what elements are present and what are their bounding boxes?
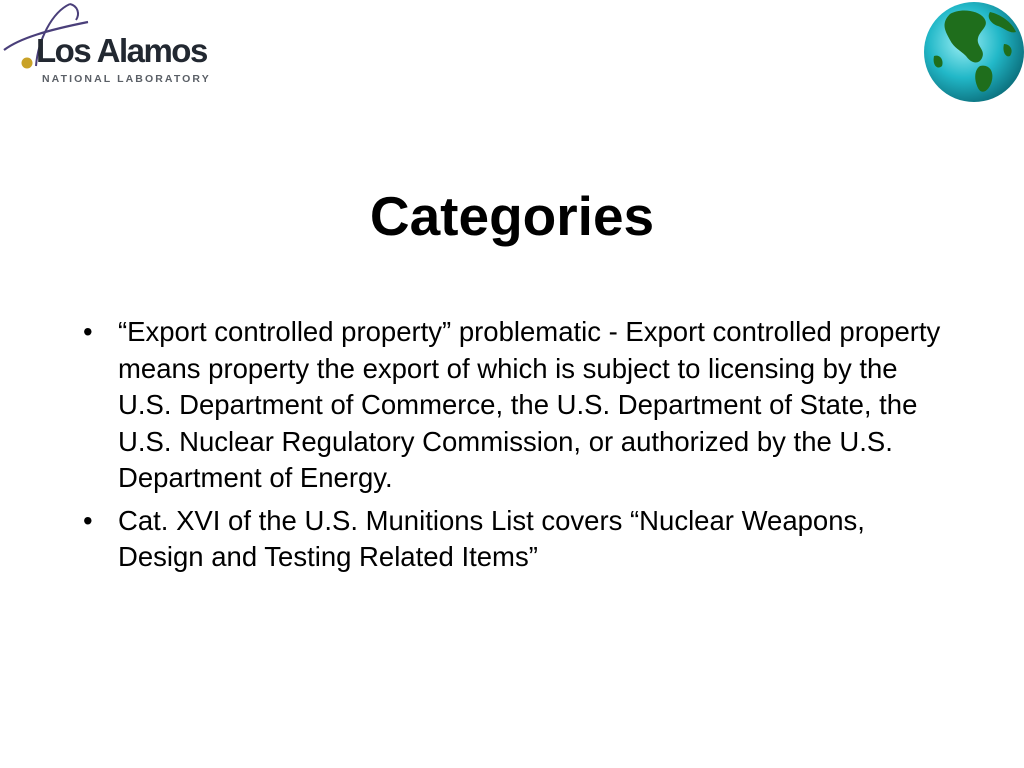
- logo-name: Los Alamos: [36, 32, 207, 69]
- bullet-item: [79, 314, 949, 497]
- bullet-item: [79, 503, 949, 576]
- logo-subtitle: NATIONAL LABORATORY: [42, 73, 211, 85]
- los-alamos-logo: [0, 0, 250, 96]
- bullet-text: “Export controlled property” problematic - Export controlled property means property the export of which is subject to licensing by the U.S. Department of Commerce, the U.S. Department of State, the U.S. Nuclear Regulatory Commission, or authorized by the U.S. Department of Energy.: [118, 316, 941, 493]
- globe-icon: [920, 0, 1024, 104]
- slide-title: Categories: [369, 185, 655, 247]
- bullet-mark: •: [83, 316, 93, 347]
- bullet-list: [79, 314, 949, 582]
- bullet-text: Cat. XVI of the U.S. Munitions List covers “Nuclear Weapons, Design and Testing Related Items”: [118, 504, 865, 572]
- bullet-mark: •: [83, 504, 93, 536]
